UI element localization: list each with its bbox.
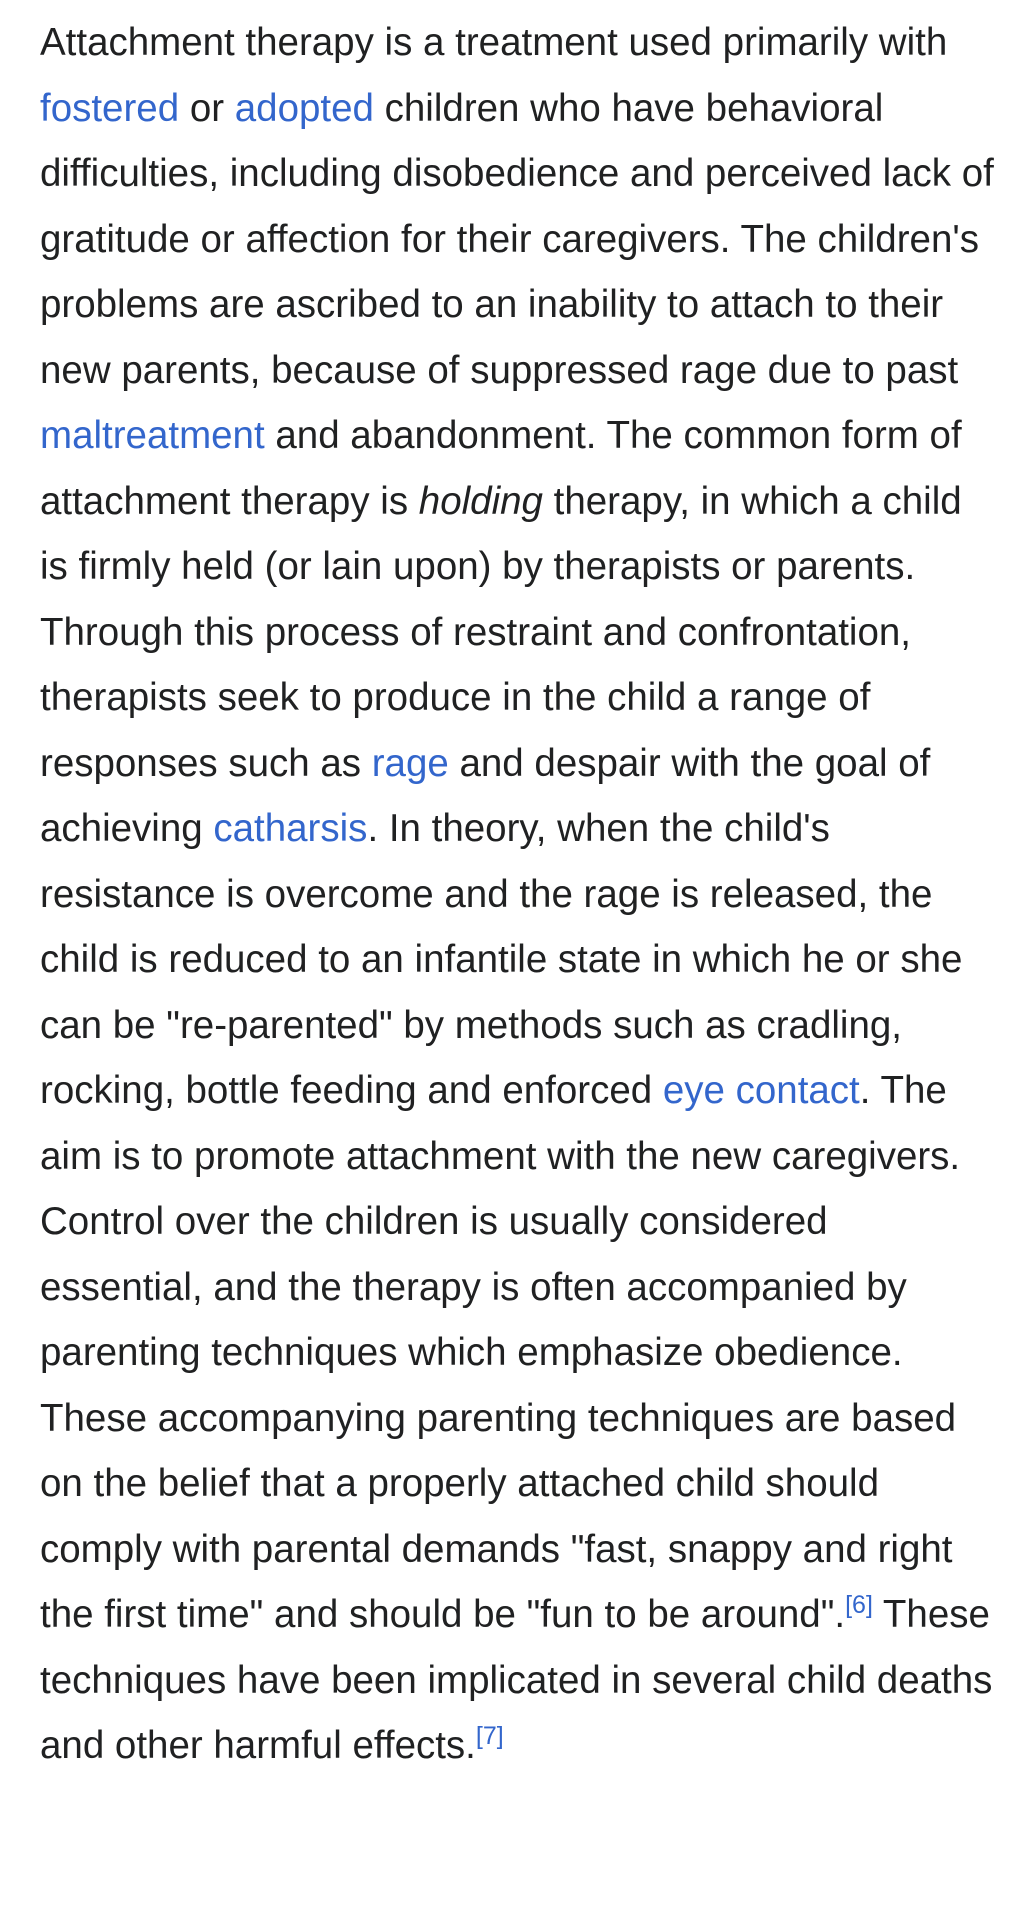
paragraph-text: therapy, in which a child is firmly held (or lain upon) by therapists or parents. Through this process of restraint and confrontation, therapists seek to produce in the child a range of responses such as [40,479,962,785]
reference-link-7[interactable]: [7] [475,1722,504,1751]
link-eye-contact[interactable]: eye contact [662,1069,860,1112]
paragraph-text: and despair with the goal of achieving [40,741,931,850]
link-catharsis[interactable]: catharsis [213,807,368,850]
paragraph-text: . In theory, when the child's resistance is overcome and the rage is released, the child is reduced to an infantile state in which he or she can be "re-parented" by methods such as cradling, rocking, bottle feeding and enforced [40,807,963,1112]
paragraph-text: and abandonment. The common form of attachment therapy is [40,414,962,523]
paragraph-text: These techniques have been implicated in several child deaths and other harmful effects. [40,1593,993,1767]
link-adopted[interactable]: adopted [234,86,374,130]
paragraph-text: Attachment therapy is a treatment used primarily with [40,21,948,64]
reference-link-6[interactable]: [6] [845,1591,873,1620]
article-paragraph [40,10,996,1779]
link-rage[interactable]: rage [371,741,449,785]
emphasis-holding: holding [418,479,543,523]
paragraph-text: or [179,86,235,130]
reference-7 [476,1722,504,1750]
link-maltreatment[interactable]: maltreatment [40,414,265,457]
link-fostered[interactable]: fostered [40,86,180,130]
paragraph-text: children who have behavioral difficulties, including disobedience and perceived lack of gratitude or affection for their caregivers. The children's problems are ascribed to an inability to attach to their new parents, because of suppressed rage due to past [40,86,994,392]
paragraph-text: . The aim is to promote attachment with the new caregivers. Control over the children is usually considered essential, and the therapy is often accompanied by parenting techniques which emphasize obedience. These accompanying parenting techniques are based on the belief that a properly attached child should comply with parental demands "fast, snappy and right the first time" and should be "fun to be around". [40,1069,961,1636]
reference-6 [845,1591,873,1619]
